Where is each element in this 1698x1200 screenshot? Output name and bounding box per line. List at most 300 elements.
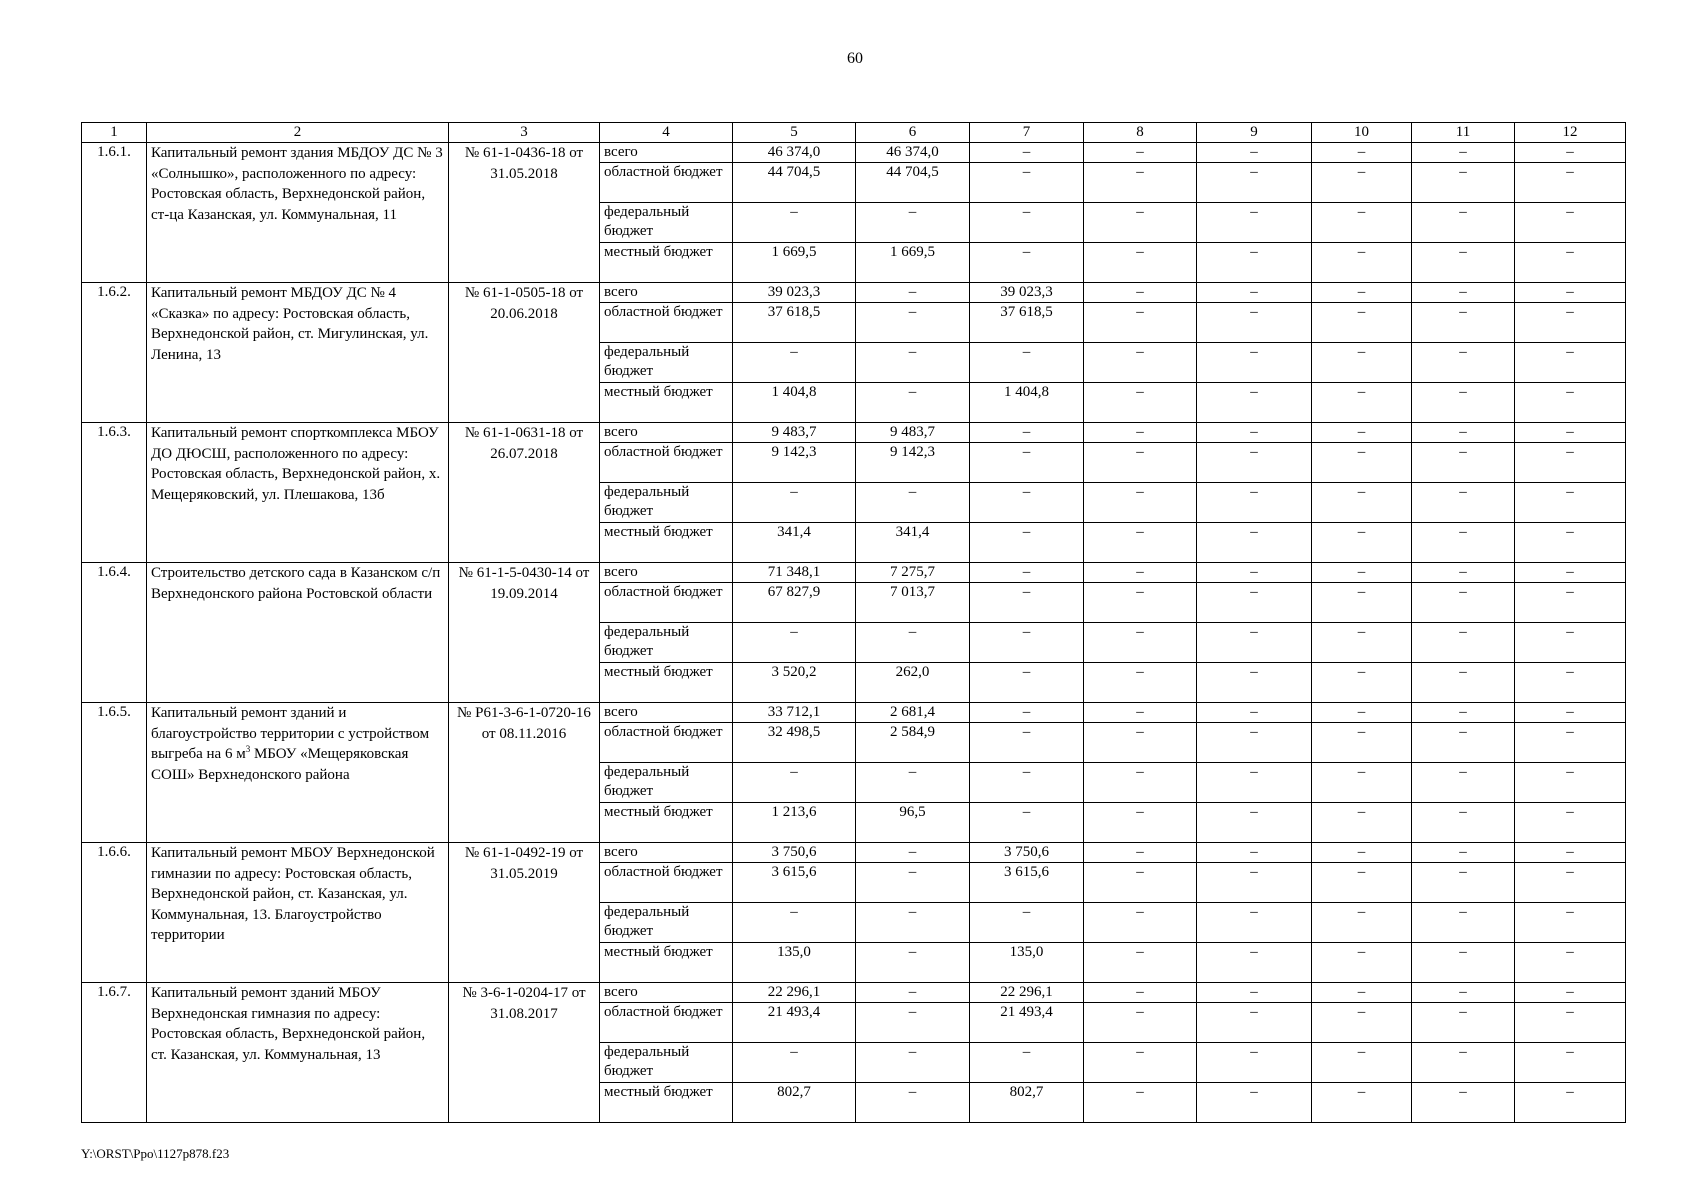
value-cell: – [1084, 423, 1197, 443]
budget-label: федеральный бюджет [600, 343, 733, 383]
value-cell: – [1197, 663, 1312, 703]
value-cell: – [1312, 243, 1412, 283]
value-cell: 1 404,8 [733, 383, 856, 423]
value-cell: – [1312, 143, 1412, 163]
value-cell: – [970, 763, 1084, 803]
value-cell: 7 013,7 [856, 583, 970, 623]
table-row [82, 703, 1626, 723]
value-cell: – [1412, 1083, 1515, 1123]
object-name [147, 843, 449, 983]
value-cell: – [1412, 563, 1515, 583]
value-cell: – [1412, 843, 1515, 863]
value-cell: – [1312, 303, 1412, 343]
value-cell: – [1412, 583, 1515, 623]
budget-label: местный бюджет [600, 943, 733, 983]
value-cell: – [970, 703, 1084, 723]
object-name-text: Капитальный ремонт зданий и благоустройство территории с устройством выгреба на 6 м [151, 705, 430, 762]
document-number: № Р61-3-6-1-0720-16 от 08.11.2016 [449, 703, 600, 843]
table-row [82, 143, 1626, 163]
value-cell: – [1412, 203, 1515, 243]
object-name-text: Капитальный ремонт зданий МБОУ Верхнедонская гимназия по адресу: Ростовская область, Верхнедонской район, ст. Казанская, ул. Коммунальная, 13 [151, 985, 426, 1063]
value-cell: – [1412, 863, 1515, 903]
value-cell: – [970, 483, 1084, 523]
value-cell: – [1197, 623, 1312, 663]
value-cell: – [1084, 483, 1197, 523]
budget-label: областной бюджет [600, 443, 733, 483]
value-cell: 21 493,4 [733, 1003, 856, 1043]
value-cell: – [856, 623, 970, 663]
value-cell: 135,0 [733, 943, 856, 983]
value-cell: 37 618,5 [970, 303, 1084, 343]
value-cell: – [1515, 203, 1626, 243]
value-cell: – [1197, 1083, 1312, 1123]
value-cell: – [1515, 383, 1626, 423]
value-cell: 802,7 [733, 1083, 856, 1123]
value-cell: – [1412, 423, 1515, 443]
value-cell: – [1515, 983, 1626, 1003]
value-cell: – [1084, 443, 1197, 483]
budget-label: федеральный бюджет [600, 1043, 733, 1083]
object-name [147, 563, 449, 703]
value-cell: – [856, 843, 970, 863]
budget-label: всего [600, 703, 733, 723]
object-name [147, 423, 449, 563]
item-number: 1.6.2. [82, 283, 147, 423]
column-number-row [82, 123, 1626, 143]
value-cell: 9 483,7 [856, 423, 970, 443]
table-row [82, 843, 1626, 863]
document-number: № 61-1-0492-19 от 31.05.2019 [449, 843, 600, 983]
column-number-cell: 7 [970, 123, 1084, 143]
value-cell: – [856, 1083, 970, 1123]
object-name [147, 703, 449, 843]
value-cell: 44 704,5 [856, 163, 970, 203]
value-cell: 22 296,1 [970, 983, 1084, 1003]
value-cell: – [1515, 303, 1626, 343]
value-cell: – [1312, 443, 1412, 483]
value-cell: – [1084, 803, 1197, 843]
document-number: № 3-6-1-0204-17 от 31.08.2017 [449, 983, 600, 1123]
value-cell: – [1312, 663, 1412, 703]
value-cell: 33 712,1 [733, 703, 856, 723]
value-cell: – [1197, 1043, 1312, 1083]
budget-label: местный бюджет [600, 1083, 733, 1123]
value-cell: – [856, 903, 970, 943]
value-cell: – [1197, 1003, 1312, 1043]
column-number-cell: 6 [856, 123, 970, 143]
value-cell: 3 520,2 [733, 663, 856, 703]
table-row [82, 423, 1626, 443]
value-cell: – [1084, 763, 1197, 803]
value-cell: 9 142,3 [733, 443, 856, 483]
value-cell: – [1084, 343, 1197, 383]
value-cell: – [1084, 723, 1197, 763]
value-cell: – [1412, 703, 1515, 723]
value-cell: 71 348,1 [733, 563, 856, 583]
value-cell: – [970, 903, 1084, 943]
object-name-text: Капитальный ремонт спорткомплекса МБОУ ДО ДЮСШ, расположенного по адресу: Ростовская область, Верхнедонской район, х. Мещеряковский, ул. Плешакова, 13б [151, 425, 441, 503]
value-cell: – [1515, 283, 1626, 303]
budget-label: федеральный бюджет [600, 903, 733, 943]
value-cell: – [1197, 583, 1312, 623]
value-cell: – [733, 903, 856, 943]
document-number: № 61-1-0505-18 от 20.06.2018 [449, 283, 600, 423]
value-cell: – [1515, 423, 1626, 443]
value-cell: – [970, 243, 1084, 283]
value-cell: – [1197, 703, 1312, 723]
budget-label: всего [600, 563, 733, 583]
value-cell: – [1515, 443, 1626, 483]
value-cell: – [1084, 623, 1197, 663]
document-number: № 61-1-0631-18 от 26.07.2018 [449, 423, 600, 563]
object-name-text: Капитальный ремонт МБОУ Верхнедонской гимназии по адресу: Ростовская область, Верхнедонской район, ст. Казанская, ул. Коммунальная, 13. Благоустройство территории [151, 845, 435, 943]
budget-label: областной бюджет [600, 163, 733, 203]
value-cell: – [856, 483, 970, 523]
value-cell: – [1197, 143, 1312, 163]
value-cell: – [1312, 863, 1412, 903]
value-cell: – [856, 863, 970, 903]
value-cell: 39 023,3 [970, 283, 1084, 303]
column-number-cell: 11 [1412, 123, 1515, 143]
budget-label: федеральный бюджет [600, 763, 733, 803]
value-cell: – [1197, 763, 1312, 803]
value-cell: 135,0 [970, 943, 1084, 983]
table-row [82, 563, 1626, 583]
value-cell: – [1412, 943, 1515, 983]
value-cell: 46 374,0 [856, 143, 970, 163]
budget-label: всего [600, 843, 733, 863]
value-cell: – [970, 163, 1084, 203]
value-cell: – [733, 483, 856, 523]
value-cell: 37 618,5 [733, 303, 856, 343]
budget-label: федеральный бюджет [600, 623, 733, 663]
value-cell: – [1312, 1043, 1412, 1083]
value-cell: – [1412, 803, 1515, 843]
item-number: 1.6.4. [82, 563, 147, 703]
value-cell: – [856, 1043, 970, 1083]
value-cell: – [1515, 863, 1626, 903]
value-cell: – [1515, 843, 1626, 863]
value-cell: – [1515, 1003, 1626, 1043]
value-cell: – [856, 383, 970, 423]
value-cell: – [1084, 1043, 1197, 1083]
value-cell: – [1312, 423, 1412, 443]
value-cell: – [970, 523, 1084, 563]
object-name [147, 143, 449, 283]
value-cell: – [1084, 863, 1197, 903]
value-cell: – [1084, 303, 1197, 343]
value-cell: – [1412, 623, 1515, 663]
budget-table [81, 122, 1626, 1123]
object-name-text: Строительство детского сада в Казанском с/п Верхнедонского района Ростовской области [151, 565, 441, 602]
value-cell: – [1412, 243, 1515, 283]
budget-label: федеральный бюджет [600, 483, 733, 523]
budget-label: местный бюджет [600, 803, 733, 843]
value-cell: – [970, 443, 1084, 483]
value-cell: 1 404,8 [970, 383, 1084, 423]
value-cell: 46 374,0 [733, 143, 856, 163]
value-cell: – [1197, 983, 1312, 1003]
budget-label: местный бюджет [600, 523, 733, 563]
value-cell: – [733, 763, 856, 803]
object-name [147, 283, 449, 423]
value-cell: – [1084, 1003, 1197, 1043]
item-number: 1.6.6. [82, 843, 147, 983]
value-cell: – [1412, 443, 1515, 483]
value-cell: – [1412, 143, 1515, 163]
budget-label: местный бюджет [600, 663, 733, 703]
value-cell: – [1197, 243, 1312, 283]
column-number-cell: 1 [82, 123, 147, 143]
value-cell: – [1197, 303, 1312, 343]
value-cell: 44 704,5 [733, 163, 856, 203]
value-cell: – [1197, 383, 1312, 423]
value-cell: – [856, 303, 970, 343]
value-cell: 67 827,9 [733, 583, 856, 623]
item-number: 1.6.5. [82, 703, 147, 843]
value-cell: – [1312, 943, 1412, 983]
value-cell: – [1412, 763, 1515, 803]
value-cell: 2 584,9 [856, 723, 970, 763]
value-cell: – [1412, 303, 1515, 343]
value-cell: – [1312, 1003, 1412, 1043]
value-cell: – [1197, 843, 1312, 863]
value-cell: – [1412, 1003, 1515, 1043]
value-cell: – [1515, 483, 1626, 523]
value-cell: – [1197, 723, 1312, 763]
value-cell: – [970, 343, 1084, 383]
budget-label: федеральный бюджет [600, 203, 733, 243]
value-cell: – [1312, 283, 1412, 303]
value-cell: – [1197, 443, 1312, 483]
object-name-text: Капитальный ремонт МБДОУ ДС № 4 «Сказка» по адресу: Ростовская область, Верхнедонской район, ст. Мигулинская, ул. Ленина, 13 [151, 285, 429, 363]
value-cell: – [970, 563, 1084, 583]
object-name-text: Капитальный ремонт здания МБДОУ ДС № 3 «Солнышко», расположенного по адресу: Ростовская область, Верхнедонской район, ст-ца Казанская, ул. Коммунальная, 11 [151, 145, 443, 223]
object-name-text-tail: МБОУ «Мещеряковская СОШ» Верхнедонского района [151, 746, 409, 783]
budget-label: всего [600, 143, 733, 163]
value-cell: – [970, 1043, 1084, 1083]
value-cell: 341,4 [856, 523, 970, 563]
value-cell: – [856, 203, 970, 243]
value-cell: – [856, 983, 970, 1003]
value-cell: – [1084, 523, 1197, 563]
column-number-cell: 12 [1515, 123, 1626, 143]
value-cell: – [1197, 423, 1312, 443]
value-cell: – [1312, 383, 1412, 423]
value-cell: – [1515, 143, 1626, 163]
value-cell: – [1084, 843, 1197, 863]
value-cell: – [856, 1003, 970, 1043]
value-cell: – [1197, 803, 1312, 843]
value-cell: – [856, 943, 970, 983]
value-cell: – [1515, 623, 1626, 663]
value-cell: – [1084, 163, 1197, 203]
value-cell: – [1412, 723, 1515, 763]
value-cell: – [1515, 563, 1626, 583]
value-cell: – [1084, 903, 1197, 943]
value-cell: – [1515, 163, 1626, 203]
column-number-cell: 2 [147, 123, 449, 143]
budget-label: областной бюджет [600, 723, 733, 763]
value-cell: – [1312, 763, 1412, 803]
value-cell: – [970, 423, 1084, 443]
value-cell: – [1312, 583, 1412, 623]
value-cell: – [1515, 723, 1626, 763]
value-cell: – [1197, 523, 1312, 563]
value-cell: – [970, 143, 1084, 163]
value-cell: 1 669,5 [733, 243, 856, 283]
table-row [82, 983, 1626, 1003]
value-cell: – [1515, 1043, 1626, 1083]
value-cell: 9 483,7 [733, 423, 856, 443]
value-cell: – [1515, 903, 1626, 943]
value-cell: – [1312, 983, 1412, 1003]
value-cell: – [1197, 943, 1312, 983]
value-cell: 32 498,5 [733, 723, 856, 763]
value-cell: – [1197, 343, 1312, 383]
value-cell: – [1515, 943, 1626, 983]
value-cell: 262,0 [856, 663, 970, 703]
value-cell: – [1515, 663, 1626, 703]
value-cell: – [1312, 903, 1412, 943]
value-cell: – [1084, 583, 1197, 623]
value-cell: – [1197, 903, 1312, 943]
value-cell: 1 669,5 [856, 243, 970, 283]
value-cell: – [1412, 343, 1515, 383]
item-number: 1.6.1. [82, 143, 147, 283]
value-cell: – [970, 583, 1084, 623]
value-cell: – [856, 283, 970, 303]
table-row [82, 283, 1626, 303]
value-cell: – [1312, 623, 1412, 663]
value-cell: 802,7 [970, 1083, 1084, 1123]
value-cell: 1 213,6 [733, 803, 856, 843]
value-cell: – [1312, 703, 1412, 723]
value-cell: – [1312, 803, 1412, 843]
value-cell: – [1412, 903, 1515, 943]
column-number-cell: 8 [1084, 123, 1197, 143]
value-cell: – [1197, 283, 1312, 303]
value-cell: – [1412, 983, 1515, 1003]
value-cell: – [733, 1043, 856, 1083]
value-cell: – [1412, 483, 1515, 523]
value-cell: – [1312, 483, 1412, 523]
value-cell: – [1515, 1083, 1626, 1123]
value-cell: 2 681,4 [856, 703, 970, 723]
value-cell: 3 615,6 [733, 863, 856, 903]
column-number-cell: 9 [1197, 123, 1312, 143]
value-cell: – [1515, 703, 1626, 723]
page-number: 60 [847, 50, 863, 67]
value-cell: 7 275,7 [856, 563, 970, 583]
value-cell: – [733, 343, 856, 383]
value-cell: 3 750,6 [733, 843, 856, 863]
value-cell: – [1197, 863, 1312, 903]
value-cell: – [1515, 243, 1626, 283]
value-cell: – [1412, 383, 1515, 423]
value-cell: – [1515, 343, 1626, 383]
value-cell: – [1515, 523, 1626, 563]
value-cell: – [1084, 383, 1197, 423]
column-number-cell: 3 [449, 123, 600, 143]
value-cell: – [1312, 563, 1412, 583]
value-cell: 39 023,3 [733, 283, 856, 303]
item-number: 1.6.7. [82, 983, 147, 1123]
budget-label: местный бюджет [600, 243, 733, 283]
value-cell: – [1312, 1083, 1412, 1123]
value-cell: 9 142,3 [856, 443, 970, 483]
value-cell: – [1515, 803, 1626, 843]
budget-label: областной бюджет [600, 1003, 733, 1043]
value-cell: 21 493,4 [970, 1003, 1084, 1043]
value-cell: – [1312, 843, 1412, 863]
column-number-cell: 4 [600, 123, 733, 143]
object-name [147, 983, 449, 1123]
value-cell: – [1084, 143, 1197, 163]
value-cell: – [856, 763, 970, 803]
budget-label: областной бюджет [600, 583, 733, 623]
value-cell: – [1515, 763, 1626, 803]
value-cell: – [1412, 283, 1515, 303]
document-number: № 61-1-0436-18 от 31.05.2018 [449, 143, 600, 283]
budget-label: областной бюджет [600, 863, 733, 903]
value-cell: – [1197, 203, 1312, 243]
value-cell: – [970, 803, 1084, 843]
value-cell: – [970, 663, 1084, 703]
value-cell: – [1084, 1083, 1197, 1123]
value-cell: – [1412, 1043, 1515, 1083]
value-cell: – [1084, 703, 1197, 723]
value-cell: – [1412, 163, 1515, 203]
value-cell: – [1084, 203, 1197, 243]
budget-label: всего [600, 423, 733, 443]
document-number: № 61-1-5-0430-14 от 19.09.2014 [449, 563, 600, 703]
value-cell: – [1084, 283, 1197, 303]
object-name-superscript: 3 [245, 744, 251, 754]
value-cell: 96,5 [856, 803, 970, 843]
value-cell: – [1084, 983, 1197, 1003]
budget-label: всего [600, 983, 733, 1003]
value-cell: – [1197, 163, 1312, 203]
value-cell: – [1084, 663, 1197, 703]
value-cell: – [970, 723, 1084, 763]
value-cell: – [1312, 343, 1412, 383]
value-cell: – [1084, 943, 1197, 983]
value-cell: – [1312, 523, 1412, 563]
value-cell: – [1515, 583, 1626, 623]
file-path-footer: Y:\ORST\Ppo\1127p878.f23 [81, 1146, 230, 1161]
column-number-cell: 5 [733, 123, 856, 143]
budget-label: местный бюджет [600, 383, 733, 423]
value-cell: – [1412, 663, 1515, 703]
value-cell: 3 750,6 [970, 843, 1084, 863]
item-number: 1.6.3. [82, 423, 147, 563]
value-cell: – [1312, 723, 1412, 763]
budget-label: областной бюджет [600, 303, 733, 343]
value-cell: – [733, 203, 856, 243]
value-cell: – [856, 343, 970, 383]
value-cell: – [970, 203, 1084, 243]
value-cell: – [1197, 563, 1312, 583]
value-cell: – [1312, 163, 1412, 203]
value-cell: 3 615,6 [970, 863, 1084, 903]
column-number-cell: 10 [1312, 123, 1412, 143]
value-cell: – [1197, 483, 1312, 523]
value-cell: – [1084, 563, 1197, 583]
budget-label: всего [600, 283, 733, 303]
value-cell: – [1312, 203, 1412, 243]
value-cell: – [1412, 523, 1515, 563]
